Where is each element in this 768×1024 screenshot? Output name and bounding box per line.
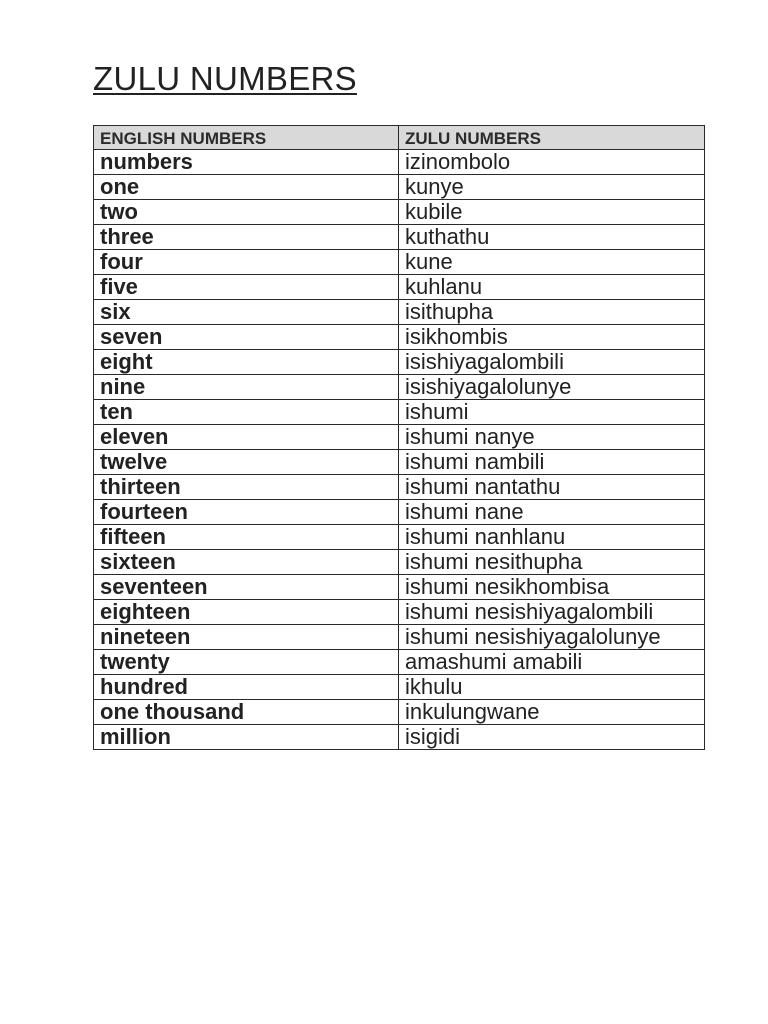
table-row <box>94 550 705 575</box>
english-number-cell: one thousand <box>94 700 399 725</box>
english-number-cell: thirteen <box>94 475 399 500</box>
english-number-cell: million <box>94 725 399 750</box>
table-row <box>94 400 705 425</box>
table-row <box>94 175 705 200</box>
english-number-cell: six <box>94 300 399 325</box>
english-number-cell: sixteen <box>94 550 399 575</box>
table-row <box>94 250 705 275</box>
zulu-number-cell: kuhlanu <box>399 275 705 300</box>
column-header-english: ENGLISH NUMBERS <box>94 126 399 150</box>
zulu-number-cell: ishumi nesikhombisa <box>399 575 705 600</box>
zulu-number-cell: isikhombis <box>399 325 705 350</box>
table-row <box>94 450 705 475</box>
english-number-cell: fifteen <box>94 525 399 550</box>
table-row <box>94 425 705 450</box>
english-number-cell: ten <box>94 400 399 425</box>
english-number-cell: twelve <box>94 450 399 475</box>
header-row <box>94 126 705 150</box>
zulu-number-cell: kune <box>399 250 705 275</box>
english-number-cell: four <box>94 250 399 275</box>
english-number-cell: fourteen <box>94 500 399 525</box>
numbers-table <box>93 125 705 750</box>
table-row <box>94 375 705 400</box>
english-number-cell: five <box>94 275 399 300</box>
table-header <box>94 126 705 150</box>
page-title: ZULU NUMBERS <box>93 60 357 97</box>
table-row <box>94 300 705 325</box>
english-number-cell: two <box>94 200 399 225</box>
zulu-number-cell: ishumi <box>399 400 705 425</box>
zulu-number-cell: amashumi amabili <box>399 650 705 675</box>
english-number-cell: one <box>94 175 399 200</box>
table-row <box>94 675 705 700</box>
table-row <box>94 725 705 750</box>
table-row <box>94 325 705 350</box>
zulu-number-cell: ishumi nane <box>399 500 705 525</box>
table-row <box>94 225 705 250</box>
table-row <box>94 475 705 500</box>
table-row <box>94 500 705 525</box>
table-row <box>94 625 705 650</box>
table-body <box>94 150 705 750</box>
table-row <box>94 700 705 725</box>
zulu-number-cell: ishumi nanye <box>399 425 705 450</box>
zulu-number-cell: isishiyagalolunye <box>399 375 705 400</box>
zulu-number-cell: kunye <box>399 175 705 200</box>
english-number-cell: twenty <box>94 650 399 675</box>
zulu-number-cell: kuthathu <box>399 225 705 250</box>
column-header-zulu: ZULU NUMBERS <box>399 126 705 150</box>
english-number-cell: eleven <box>94 425 399 450</box>
table-row <box>94 575 705 600</box>
english-number-cell: seventeen <box>94 575 399 600</box>
zulu-number-cell: ishumi nesishiyagalombili <box>399 600 705 625</box>
zulu-number-cell: isithupha <box>399 300 705 325</box>
english-number-cell: three <box>94 225 399 250</box>
table-row <box>94 650 705 675</box>
english-number-cell: eight <box>94 350 399 375</box>
zulu-number-cell: ishumi nambili <box>399 450 705 475</box>
zulu-number-cell: izinombolo <box>399 150 705 175</box>
english-number-cell: nineteen <box>94 625 399 650</box>
table-row <box>94 200 705 225</box>
zulu-number-cell: ishumi nesishiyagalolunye <box>399 625 705 650</box>
zulu-number-cell: ishumi nesithupha <box>399 550 705 575</box>
zulu-number-cell: isigidi <box>399 725 705 750</box>
english-number-cell: eighteen <box>94 600 399 625</box>
table-row <box>94 525 705 550</box>
english-number-cell: seven <box>94 325 399 350</box>
table-row <box>94 350 705 375</box>
zulu-number-cell: ishumi nantathu <box>399 475 705 500</box>
table-row <box>94 275 705 300</box>
table-row <box>94 600 705 625</box>
zulu-number-cell: kubile <box>399 200 705 225</box>
zulu-number-cell: isishiyagalombili <box>399 350 705 375</box>
table-row <box>94 150 705 175</box>
english-number-cell: numbers <box>94 150 399 175</box>
english-number-cell: nine <box>94 375 399 400</box>
english-number-cell: hundred <box>94 675 399 700</box>
zulu-number-cell: ishumi nanhlanu <box>399 525 705 550</box>
zulu-number-cell: ikhulu <box>399 675 705 700</box>
zulu-number-cell: inkulungwane <box>399 700 705 725</box>
